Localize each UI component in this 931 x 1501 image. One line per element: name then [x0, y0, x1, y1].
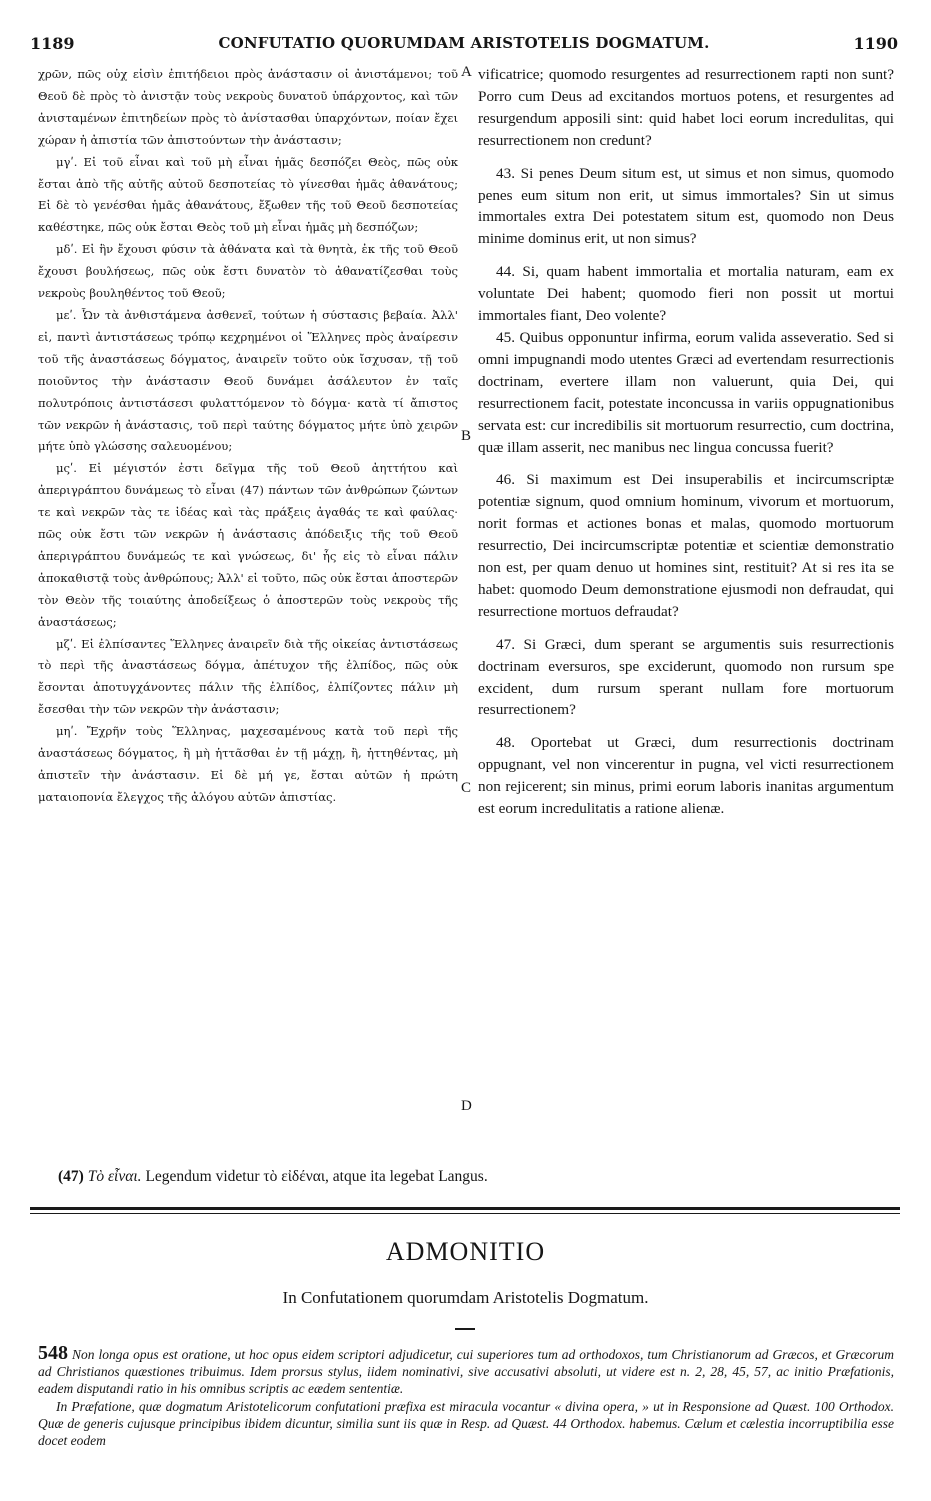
- latin-paragraph: 47. Si Græci, dum sperant se argumentis suis resurrectionis doctrinam eversuros, spe exciderunt, quomodo non rursum spe excident, dum rursum sperant nullam fore mortuorum resurrectionem?: [478, 635, 894, 719]
- admonitio-subtitle: In Confutationem quorumdam Aristotelis Dogmatum.: [282, 1288, 649, 1307]
- admonitio-title: ADMONITIO: [385, 1237, 546, 1266]
- column-number: 548: [38, 1342, 68, 1364]
- footnote-lemma: Τὸ εἶναι.: [87, 1168, 142, 1185]
- greek-paragraph: μςʹ. Εἰ μέγιστόν ἐστι δεῖγμα τῆς τοῦ Θεοῦ ἀηττήτου καὶ ἀπεριγράπτου δυνάμεως τὸ εἶναι (47) πάντων τῶν ἀνθρώπων ζώντων τε καὶ νεκρῶν τὰς τε ἰδέας καὶ τὰς πράξεις ἀγαθάς τε καὶ φαύλας· πῶς οὐκ ἔστι τῶν νεκρῶν ἡ ἀνάστασις ἀπόδειξις τῆς τοῦ Θεοῦ ἀπεριγράπτου δυνάμεώς τε καὶ γνώσεως, δι' ἧς εἰς τὸ εἶναι πάλιν ἀποκαθιστᾷ τοὺς ἀνθρώπους; Ἀλλ' εἰ τοῦτο, πῶς οὐκ ἔσται ἀποστερῶν τὸν Θεὸν τῆς τοιαύτης ἀποδείξεως ὁ ἀποστερῶν τοὺς νεκροὺς τῆς ἀναστάσεως;: [38, 461, 458, 629]
- footnote-text: Legendum videtur τὸ εἰδέναι, atque ita legebat Langus.: [145, 1168, 488, 1185]
- margin-letter-d: D: [461, 1098, 472, 1114]
- greek-column: [38, 64, 458, 809]
- footnote: [58, 1168, 898, 1186]
- margin-letter-c: C: [461, 780, 472, 796]
- latin-column: [478, 64, 894, 820]
- greek-paragraph: μγʹ. Εἰ τοῦ εἶναι καὶ τοῦ μὴ εἶναι ἡμᾶς δεσπόζει Θεὸς, πῶς οὐκ ἔσται ἀπὸ τῆς αὐτῆς αὐτοῦ δεσποτείας τὸ γίνεσθαι ἡμᾶς ἀθανάτους; Εἰ δὲ τὸ γενέσθαι ἡμᾶς ἀθανάτους, ἔξωθεν τῆς τοῦ Θεοῦ δεσποτείας καθέστηκε, πῶς οὐκ ἔσται Θεὸς τοῦ μὴ εἶναι ἡμᾶς μὴ δεσπόζων;: [38, 154, 458, 235]
- greek-paragraph: χρῶν, πῶς οὐχ εἰσὶν ἐπιτήδειοι πρὸς ἀνάστασιν οἱ ἀνιστάμενοι; τοῦ Θεοῦ δὲ πρὸς τὸ ἀνιστᾷν τοὺς νεκροὺς δυνατοῦ ὑπάρχοντος, καὶ τῶν ἀνισταμένων ἐπιτηδείων πρὸς τὸ ἀνίστασθαι ὑπαρχόντων, ποίαν ἔχει χώραν ἡ ἀπιστία τῶν ἀπιστούντων τὴν ἀνάστασιν;: [38, 67, 458, 147]
- latin-paragraph: 46. Si maximum est Dei insuperabilis et incircumscriptæ potentiæ signum, quod omnium hominum, vivorum et mortuorum, norit formas et actiones bonas et malas, quomodo mortuorum resurrectio, Dei incircumscriptæ potentiæ et scientiæ demonstratio non est, per quam denuo ut homines sint, restituit? At si res ita se habet: quomodo Deum demonstratione ejusmodi non defraudat, qui resurrectione mortuos defraudat?: [478, 471, 894, 620]
- latin-paragraph: 44. Si, quam habent immortalia et mortalia naturam, eam ex voluntate Dei habent; quomodo fieri non possit ut mortui immortales fiant, Deo volente?: [478, 263, 894, 325]
- latin-paragraph: 48. Oportebat ut Græci, dum resurrectionis doctrinam oppugnant, vel non vincerentur in pugna, vel victi resurrectionem non rejicerent; sin minus, primi eorum laboris inanitas argumentum est eorum incredulitatis a ratione alienæ.: [478, 734, 894, 818]
- greek-paragraph: μεʹ. Ὧν τὰ ἀνθιστάμενα ἀσθενεῖ, τούτων ἡ σύστασις βεβαία. Ἀλλ' εἰ, παντὶ ἀντιστάσεως τρόπῳ κεχρημένοι οἱ Ἕλληνες πρὸς ἀναίρεσιν τοῦ τῆς ἀναστάσεως δόγματος, ἀναιρεῖν τοῦτο οὐκ ἴσχυσαν, τῇ τοῦ ποιοῦντος τὴν ἀνάστασιν Θεοῦ δυνάμει ἀσάλευτον ἐν ταῖς πολυτρόποις ἀντιστάσεσι φυλαττόμενον τὸ δόγμα· κατὰ τί ἄπιστος τῶν νεκρῶν ἡ ἀνάστασις, τοῦ περὶ ταύτης δόγματος μήτε ὑπὸ χειρῶν μήτε ὑπὸ γλώσσης σαλευομένου;: [38, 307, 458, 454]
- latin-paragraph: 43. Si penes Deum situm est, ut simus et non simus, quomodo penes eum situm non erit, ut simus immortales? Sin ut simus immortales extra Dei potestatem situm est, quomodo non Deus minime dominus erit, ut non simus?: [478, 164, 894, 248]
- running-title: CONFUTATIO QUORUMDAM ARISTOTELIS DOGMATUM.: [218, 34, 710, 52]
- admonitio-body: [38, 1342, 894, 1449]
- greek-paragraph: μηʹ. Ἔχρῆν τοὺς Ἕλληνας, μαχεσαμένους κατὰ τοῦ περὶ τῆς ἀναστάσεως δόγματος, ἢ μὴ ἡττᾶσθαι ἐν τῇ μάχῃ, ἢ, ἡττηθέντας, μὴ ἀπιστεῖν τὴν ἀνάστασιν. Εἰ δὲ μή γε, ἔσται αὐτῶν ἡ πρώτη ματαιοπονία ἔλεγχος τῆς ἀλόγου αὐτῶν ἀπιστίας.: [38, 724, 458, 804]
- admonitio-text: Non longa opus est oratione, ut hoc opus eidem scriptori adjudicetur, cui superiores tum ad orthodoxos, tum Christianorum ad Græcos, et Græcorum ad Christianos quæstiones tribuimus. Idem prorsus stylus, iidem nominativi, sive accusativi absoluti, ut videre est n. 2, 28, 45, 57, ac initio Præfationis, eadem disputandi ratio in his omnibus scriptis ac eædem sententiæ.: [38, 1347, 894, 1397]
- page-header: [30, 34, 898, 62]
- latin-paragraph: vificatrice; quomodo resurgentes ad resurrectionem rapti non sunt? Porro cum Deus ad excitandos mortuos potens, et resurgentes ad resurgendum apposili sint: quid habet loci eorum incredulitas, qui resurrectionem non credunt?: [478, 66, 894, 149]
- admonitio-paragraph: In Præfatione, quæ dogmatum Aristotelicorum confutationi præfixa est miracula vocantur « divina opera, » ut in Responsione ad Quæst. 100 Orthodox. Quæ de generis cujusque principibus ibidem dicuntur, similia sunt iis quæ in Resp. ad Quæst. 44 Orthodox. habemus. Cælum et cælestia incorruptibilia esse docet eodem: [38, 1398, 894, 1449]
- greek-paragraph: μδʹ. Εἰ ἣν ἔχουσι φύσιν τὰ ἀθάνατα καὶ τὰ θνητὰ, ἐκ τῆς τοῦ Θεοῦ ἔχουσι βουλήσεως, πῶς οὐκ ἔστι δυνατὸν τὸ ἀθανατίζεσθαι τοὺς νεκροὺς βουληθέντος τοῦ Θεοῦ;: [38, 242, 458, 301]
- page-number-left: 1189: [30, 34, 75, 53]
- latin-paragraph: 45. Quibus opponuntur infirma, eorum valida asseveratio. Sed si omni impugnandi modo utentes Græci ad evertendam resurrectionis doctrinam, evertere illam non valuerunt, quia Dei, qui resurrectionem facit, potestate inconcussa in variis oppugnationibus servata est: cur incredibilis sit mortuorum resurrectio, cum doctrina, quæ illam asserit, nec manibus nec lingua concussa fuerit?: [478, 328, 894, 456]
- section-rule-thin: [30, 1213, 900, 1214]
- margin-letter-b: B: [461, 428, 472, 444]
- admonitio-paragraph: [38, 1342, 894, 1398]
- short-divider: [455, 1328, 475, 1330]
- margin-letter-a: A: [461, 64, 472, 80]
- page-number-right: 1190: [853, 34, 898, 53]
- footnote-number: (47): [58, 1168, 84, 1185]
- section-rule-thick: [30, 1207, 900, 1210]
- greek-paragraph: μζʹ. Εἰ ἐλπίσαντες Ἕλληνες ἀναιρεῖν διὰ τῆς οἰκείας ἀντιστάσεως τὸ περὶ τῆς ἀναστάσεως δόγμα, ἀπέτυχον τῆς ἐλπίδος, πῶς οὐκ ἔσονται ἀποτυγχάνοντες πάλιν τῆς ἐλπίδος, ἐλπίζοντες πάλιν μὴ ἔσεσθαι τὴν τῶν νεκρῶν τὴν ἀνάστασιν;: [38, 636, 458, 717]
